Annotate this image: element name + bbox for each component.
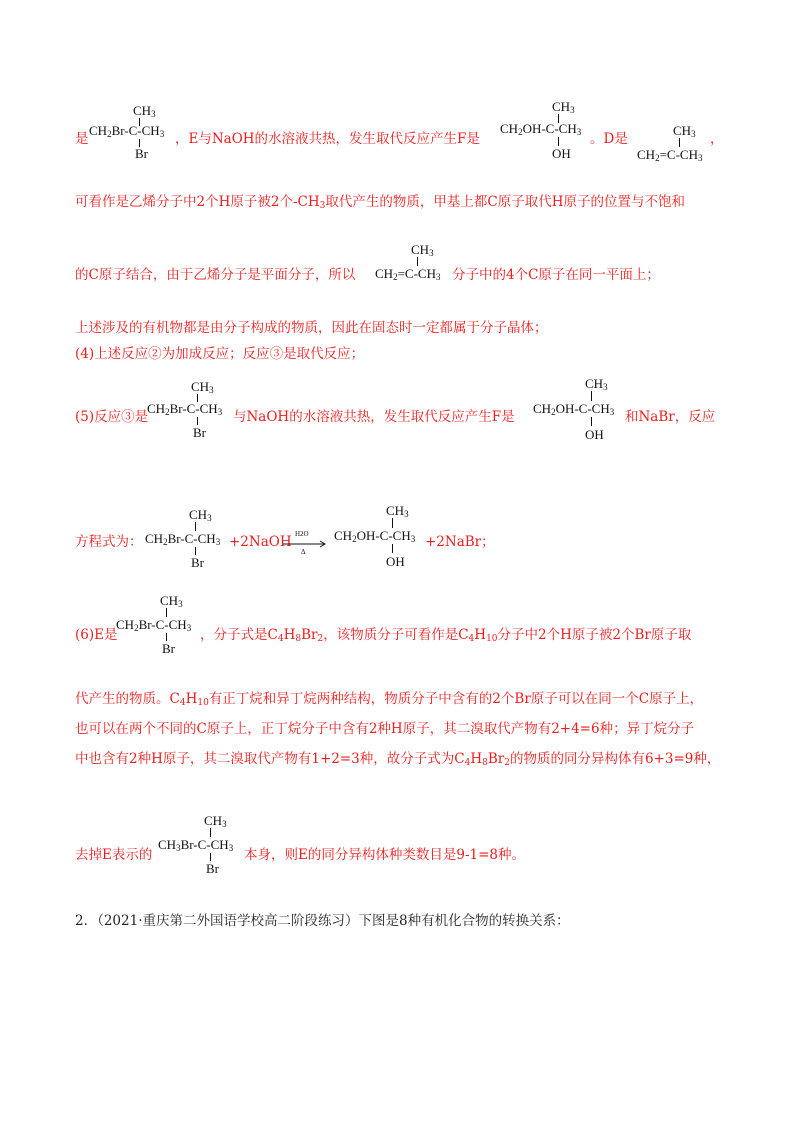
line5: (4)上述反应②为加成反应；反应③是取代反应；: [75, 346, 365, 362]
line10: 也可以在两个不同的C原子上，正丁烷分子中含有2种H原子，其二溴取代产物有2+4=6种；异丁烷分子: [75, 721, 695, 737]
structure-alkene-inline: [375, 243, 455, 283]
line3-text-end: 分子中的4个C原子在同一平面上；: [452, 267, 660, 283]
main-chain: $CH_2OH-C-CH_3$: [334, 528, 416, 544]
line8-prefix: (6)E是: [75, 627, 118, 643]
reaction-arrow: [283, 530, 327, 560]
methyl-top: $CH_3$: [585, 376, 608, 392]
main-chain: $CH_2=C-CH_3$: [637, 147, 703, 163]
methyl-top: $CH_3$: [386, 503, 409, 519]
methyl-top: $CH_3$: [133, 103, 156, 119]
substituent-bottom: Br: [193, 425, 206, 440]
line1-prefix: 是: [75, 131, 89, 147]
structure-e-final: [158, 814, 258, 874]
methyl-top: $CH_3$: [673, 123, 696, 139]
line3-text: 的C原子结合，由于乙烯分子是平面分子，所以: [75, 267, 356, 283]
line1-text: ，E与NaOH的水溶液共热，发生取代反应产生F是: [175, 131, 480, 147]
methyl-top: $CH_3$: [552, 99, 575, 115]
structure-diol-2: [533, 377, 633, 443]
main-chain: $CH_2Br-C-CH_3$: [145, 531, 221, 547]
line6-text: 与NaOH的水溶液共热，发生取代反应产生F是: [233, 409, 515, 425]
line6-end: 和NaBr，反应: [625, 409, 716, 425]
line11: 中也含有2种H原子，其二溴取代产物有1+2=3种，故分子式为$C_4H_8Br_2$的物质的同分异构体有6+3=9种，: [75, 751, 721, 768]
line4: 上述涉及的有机物都是由分子构成的物质，因此在固态时一定都属于分子晶体；: [75, 320, 548, 336]
line2: 可看作是乙烯分子中2个H原子被2个$-CH_3$取代产生的物质，甲基上都C原子取代H原子的位置与不饱和: [75, 194, 685, 211]
equation-nabr: +2NaBr；: [425, 534, 495, 550]
line1-text-d: 。D是: [590, 131, 628, 147]
arrow-condition-bottom: Δ: [301, 548, 306, 556]
substituent-bottom: OH: [585, 427, 604, 442]
line1-end: ，: [710, 131, 724, 147]
methyl-top: $CH_3$: [189, 507, 212, 523]
main-chain: $CH_3Br-C-CH_3$: [158, 837, 234, 853]
main-chain: $CH_2OH-C-CH_3$: [500, 121, 582, 137]
structure-dibromide-2: [147, 380, 247, 440]
substituent-bottom: OH: [386, 554, 405, 569]
arrow-condition-top: H2O: [295, 530, 309, 538]
methyl-top: $CH_3$: [191, 379, 214, 395]
main-chain: $CH_2Br-C-CH_3$: [89, 123, 165, 139]
structure-diol: [500, 100, 600, 164]
arrow-icon: [283, 540, 327, 548]
structure-alkene: [637, 124, 717, 164]
methyl-top: $CH_3$: [204, 813, 227, 829]
methyl-top: $CH_3$: [160, 593, 183, 609]
equation-product: [334, 504, 434, 570]
question-2: 2．（2021·重庆第二外国语学校高二阶段练习）下图是8种有机化合物的转换关系：: [75, 913, 570, 929]
equation-naoh: +2NaOH: [229, 534, 292, 550]
main-chain: $CH_2Br-C-CH_3$: [116, 617, 192, 633]
line7-prefix: 方程式为：: [75, 534, 143, 550]
substituent-bottom: OH: [552, 146, 571, 161]
substituent-bottom: Br: [206, 861, 219, 876]
main-chain: $CH_2OH-C-CH_3$: [533, 401, 615, 417]
line8-text: ，分子式是$C_4H_8Br_2$，该物质分子可看作是$C_4H_{10}$分子中2个H原子被2个Br原子取: [200, 627, 692, 644]
main-chain: $CH_2Br-C-CH_3$: [147, 401, 223, 417]
line9: 代产生的物质。$C_4H_{10}$有正丁烷和异丁烷两种结构，物质分子中含有的2个Br原子可以在同一个C原子上，: [75, 691, 704, 708]
main-chain: $CH_2=C-CH_3$: [375, 266, 441, 282]
substituent-bottom: Br: [162, 641, 175, 656]
substituent-bottom: Br: [135, 146, 148, 161]
line12-text: 本身，则E的同分异构体种类数目是9-1=8种。: [244, 847, 525, 863]
substituent-bottom: Br: [191, 555, 204, 570]
structure-dibromide: [89, 104, 189, 164]
methyl-top: $CH_3$: [411, 242, 434, 258]
line12-prefix: 去掉E表示的: [75, 847, 153, 863]
line6-prefix: (5)反应③是: [75, 409, 149, 425]
